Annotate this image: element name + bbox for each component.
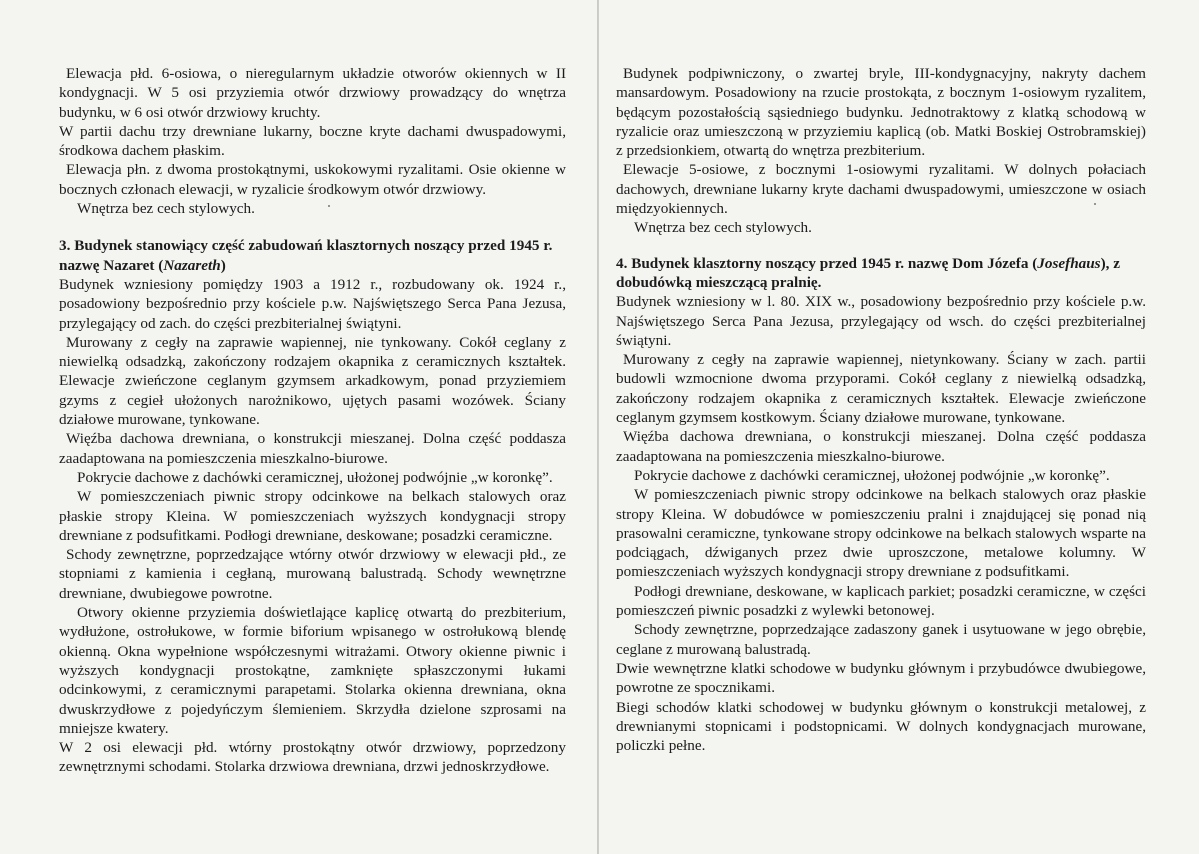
paragraph: W partii dachu trzy drewniane lukarny, boczne kryte dachami dwuspadowymi, środkowa dachem płaskim.: [59, 122, 566, 160]
paragraph: Biegi schodów klatki schodowej w budynku głównym o konstrukcji metalowej, z drewnianymi stopnicami i podstopnicami. W dolnych kondygnacjach murowane, policzki pełne.: [616, 698, 1146, 755]
scan-speck: [328, 205, 330, 207]
paragraph: Więźba dachowa drewniana, o konstrukcji mieszanej. Dolna część poddasza zaadaptowana na pomieszczenia mieszkalno-biurowe.: [616, 428, 1146, 465]
paragraph: Otwory okienne przyziemia doświetlające kaplicę otwartą do prezbiterium, wydłużone, ostrołukowe, w formie biforium wpisanego w ostrołukową blendę okienną. Okna wypełnione współczesnymi witrażami. Otwory okienne piwnic i wyższych kondygnacji prostokątne, zamknięte spłaszczonymi łukami odcinkowymi, z ceramicznymi parapetami. Stolarka okienna drewniana, okna dwuskrzydłowe z pojedyńczym ślemieniem. Skrzydła dzielone szprosami na mniejsze kwatery.: [59, 604, 566, 737]
heading-end: ): [220, 256, 226, 274]
paragraph: W 2 osi elewacji płd. wtórny prostokątny otwór drzwiowy, poprzedzony zewnętrznymi schodami. Stolarka drzwiowa drewniana, drzwi jednoskrzydłowe.: [59, 739, 566, 776]
section-heading-4: [616, 254, 1146, 293]
paragraph: W pomieszczeniach piwnic stropy odcinkowe na belkach stalowych oraz płaskie stropy Kleina. W pomieszczeniach wyższych kondygnacji stropy drewniane z podsufitkami. Podłogi drewniane, deskowane; posadzki ceramiczne.: [59, 488, 566, 544]
heading-italic: Josefhaus: [1037, 254, 1101, 272]
heading-text: 3. Budynek stanowiący część zabudowań klasztornych noszący przed 1945 r. nazwę Nazaret (: [59, 237, 553, 274]
paragraph: Elewacja płn. z dwoma prostokątnymi, uskokowymi ryzalitami. Osie okienne w bocznych członach elewacji, w ryzalicie środkowym otwór drzwiowy.: [59, 161, 566, 198]
left-column: [59, 64, 566, 777]
paragraph: Schody zewnętrzne, poprzedzające wtórny otwór drzwiowy w elewacji płd., ze stopniami z kamienia i cegłaną, murowaną balustradą. Schody wewnętrzne drewniane, dwubiegowe powrotne.: [59, 546, 566, 602]
paragraph: Elewacja płd. 6-osiowa, o nieregularnym układzie otworów okiennych w II kondygnacji. W 5 osi przyziemia otwór drzwiowy prowadzący do wnętrza budynku, w 6 osi otwór drzwiowy kruchty.: [59, 65, 566, 121]
right-column: [616, 64, 1146, 755]
paragraph: Więźba dachowa drewniana, o konstrukcji mieszanej. Dolna część poddasza zaadaptowana na pomieszczenia mieszkalno-biurowe.: [59, 430, 566, 467]
heading-text: 4. Budynek klasztorny noszący przed 1945 r. nazwę Dom Józefa (: [616, 254, 1038, 272]
paragraph: Wnętrza bez cech stylowych.: [77, 200, 255, 218]
paragraph: Elewacje 5-osiowe, z bocznymi 1-osiowymi ryzalitami. W dolnych połaciach dachowych, drewniane lukarny kryte dachami dwuspadowymi, umieszczone w osiach międzyokiennych.: [616, 161, 1146, 218]
paragraph: Pokrycie dachowe z dachówki ceramicznej, ułożonej podwójnie „w koronkę”.: [634, 466, 1110, 484]
paragraph: Budynek wzniesiony pomiędzy 1903 a 1912 r., rozbudowany ok. 1924 r., posadowiony bezpośrednio przy kościele p.w. Najświętszego Serca Pana Jezusa, przylegający od zach. do części prezbiterialnej świątyni.: [59, 275, 566, 332]
paragraph: Wnętrza bez cech stylowych.: [634, 219, 812, 237]
paragraph: Pokrycie dachowe z dachówki ceramicznej, ułożonej podwójnie „w koronkę”.: [77, 468, 553, 486]
page-fold-divider: [597, 0, 599, 854]
heading-end: ), z dobudówką mieszczącą pralnię.: [616, 254, 1120, 291]
paragraph: Budynek wzniesiony w l. 80. XIX w., posadowiony bezpośrednio przy kościele p.w. Najświętszego Serca Pana Jezusa, przylegający od wsch. do części prezbiterialnej świątyni.: [616, 293, 1146, 349]
paragraph: Podłogi drewniane, deskowane, w kaplicach parkiet; posadzki ceramiczne, w części pomieszczeń piwnic posadzki z wylewki betonowej.: [616, 582, 1146, 620]
section-heading-3: [59, 236, 566, 275]
paragraph: Dwie wewnętrzne klatki schodowe w budynku głównym i przybudówce dwubiegowe, powrotne ze spocznikami.: [616, 659, 1146, 697]
paragraph: Budynek podpiwniczony, o zwartej bryle, III-kondygnacyjny, nakryty dachem mansardowym. Posadowiony na rzucie prostokąta, z bocznym 1-osiowym ryzalitem, będącym pozostałością sąsiedniego budynku. Jednotraktowy z klatką schodową w ryzalicie oraz umieszczoną w przyziemiu kaplicą (ob. Matki Boskiej Ostrobramskiej) z przedsionkiem, otwartą do wnętrza prezbiterium.: [616, 65, 1146, 160]
scan-speck: [1094, 203, 1096, 205]
heading-italic: Nazareth: [163, 256, 221, 274]
paragraph: Murowany z cegły na zaprawie wapiennej, nie tynkowany. Cokół ceglany z niewielką odsadzką, zakończony rodzajem okapnika z ceramicznych kształtek. Elewacje zwieńczone ceglanym gzymsem arkadkowym, ponad przyziemiem gzyms z cegieł ułożonych narożnikowo, ujętych pasami wozówek. Ściany działowe murowane, tynkowane.: [59, 333, 566, 429]
paragraph: Schody zewnętrzne, poprzedzające zadaszony ganek i usytuowane w jego obrębie, ceglane z murowaną balustradą.: [616, 621, 1146, 658]
paragraph: W pomieszczeniach piwnic stropy odcinkowe na belkach stalowych oraz płaskie stropy Kleina. W dobudówce w pomieszczeniu pralni i znajdującej się ponad nią prasowalni ceramiczne, tynkowane stropy odcinkowe na belkach stalowych wsparte na podciągach, dźwiganych przez dwie uproszczone, metalowe kolumny. W pomieszczeniach wyższych kondygnacji stropy drewniane z podsufitkami.: [616, 486, 1146, 581]
paragraph: Murowany z cegły na zaprawie wapiennej, nietynkowany. Ściany w zach. partii budowli wzmocnione dwoma przyporami. Cokół ceglany z niewielką odsadzką, zakończony rodzajem okapnika z ceramicznych kształtek. Elewacje zwieńczone ceglanym gzymsem kostkowym. Ściany działowe murowane, tynkowane.: [616, 351, 1146, 427]
